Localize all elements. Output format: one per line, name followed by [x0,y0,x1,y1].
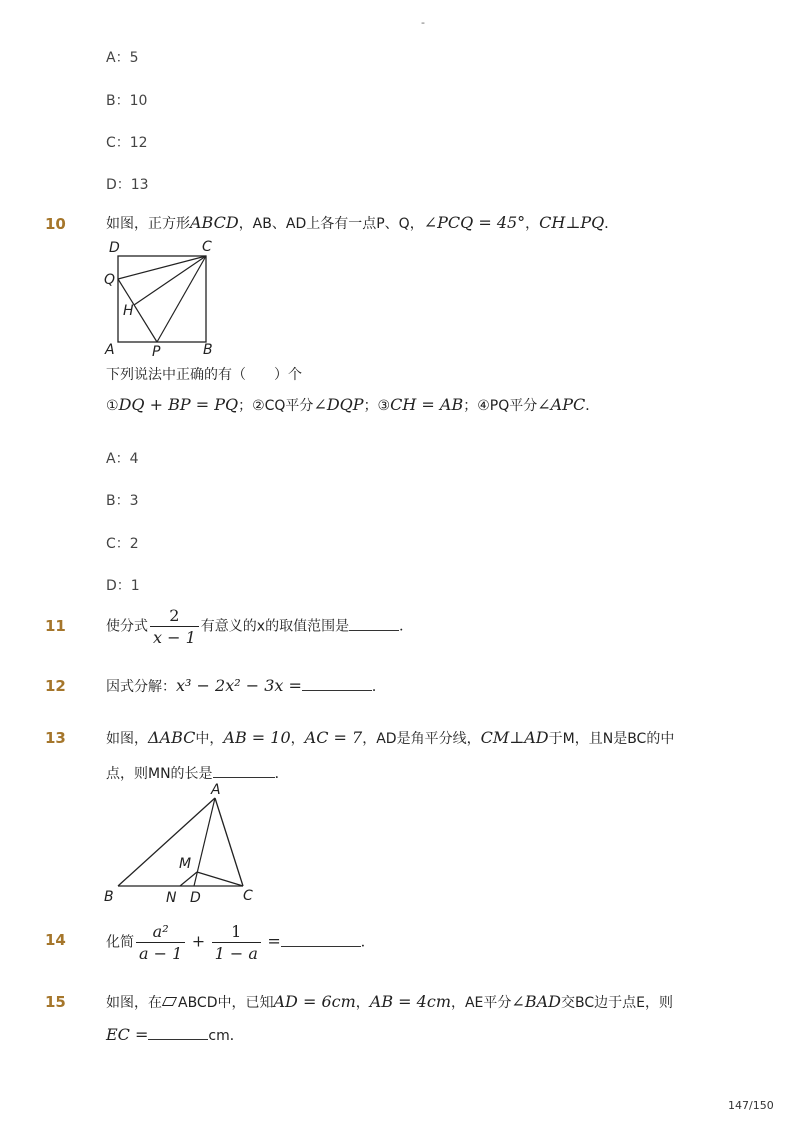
fig-label-h: H [123,303,134,319]
q9-option-c[interactable]: C：12 [106,135,148,151]
q13-triangle-figure [100,780,260,908]
fig-label-d: D [109,240,120,256]
q10-option-c[interactable]: C：2 [106,536,139,552]
fig-label-c: C [243,888,253,904]
q15-stem-line2: EC = cm． [106,1025,244,1044]
q10-number: 10 [45,215,66,233]
q14-answer-blank[interactable] [281,934,361,947]
q13-number: 13 [45,729,66,747]
q9-option-d[interactable]: D：13 [106,177,149,193]
fig-label-m: M [179,856,192,872]
fig-label-b: B [104,889,114,905]
q10-stem: 如图，正方形ABCD，AB、AD上各有一点P、Q，∠PCQ = 45°，CH⊥PQ． [106,213,619,232]
q12-stem: 因式分解：x³ − 2x² − 3x = ． [106,676,386,695]
fig-label-d: D [190,890,201,906]
q10-question: 下列说法中正确的有（ ）个 [106,367,302,383]
q13-answer-blank[interactable] [213,765,275,778]
q11-number: 11 [45,617,66,635]
q15-number: 15 [45,993,66,1011]
q10-option-a[interactable]: A：4 [106,451,139,467]
fig-label-b: B [203,342,213,358]
fig-label-c: C [202,239,212,255]
q11-fraction: $\frac{2}{x - 1}$ [150,606,199,647]
q10-square-figure [102,238,222,360]
page-number: 147/150 [728,1099,774,1112]
q12-number: 12 [45,677,66,695]
fig-label-n: N [166,890,177,906]
q14-fraction-2: $\frac{1}{1 - a}$ [212,922,261,963]
fig-label-p: P [152,344,161,360]
q11-answer-blank[interactable] [349,618,399,631]
q14-fraction-1: $\frac{\text{a²}}{a - 1}$ [136,922,185,963]
q15-stem: 如图，在 ABCD中，已知AD = 6cm，AB = 4cm，AE平分∠BAD交BC边于点E，则 [106,992,673,1011]
top-mark: - [421,16,425,29]
q14-stem: 化简 $\frac{\text{a²}}{a - 1}$ + $\frac{1}{1 - a}$ = ． [106,922,375,963]
q14-number: 14 [45,931,66,949]
fig-label-a: A [211,782,221,798]
q13-stem: 如图，ΔABC中，AB = 10，AC = 7，AD是角平分线，CM⊥AD于M，且N是BC的中 [106,728,675,747]
q10-statements: ①DQ + BP = PQ；②CQ平分∠DQP；③CH = AB；④PQ平分∠APC． [106,395,600,414]
q11-stem: 使分式 $\frac{2}{x - 1}$ 有意义的x的取值范围是 ． [106,606,414,647]
q10-option-b[interactable]: B：3 [106,493,139,509]
q10-option-d[interactable]: D：1 [106,578,140,594]
q13-stem-line2: 点，则MN的长是 ． [106,766,289,782]
fig-label-a: A [105,342,115,358]
q15-answer-blank[interactable] [148,1027,208,1040]
q9-option-b[interactable]: B：10 [106,93,148,109]
parallelogram-icon [162,997,177,1006]
q9-option-a[interactable]: A：5 [106,50,139,66]
q12-answer-blank[interactable] [302,678,372,691]
fig-label-q: Q [104,272,116,288]
